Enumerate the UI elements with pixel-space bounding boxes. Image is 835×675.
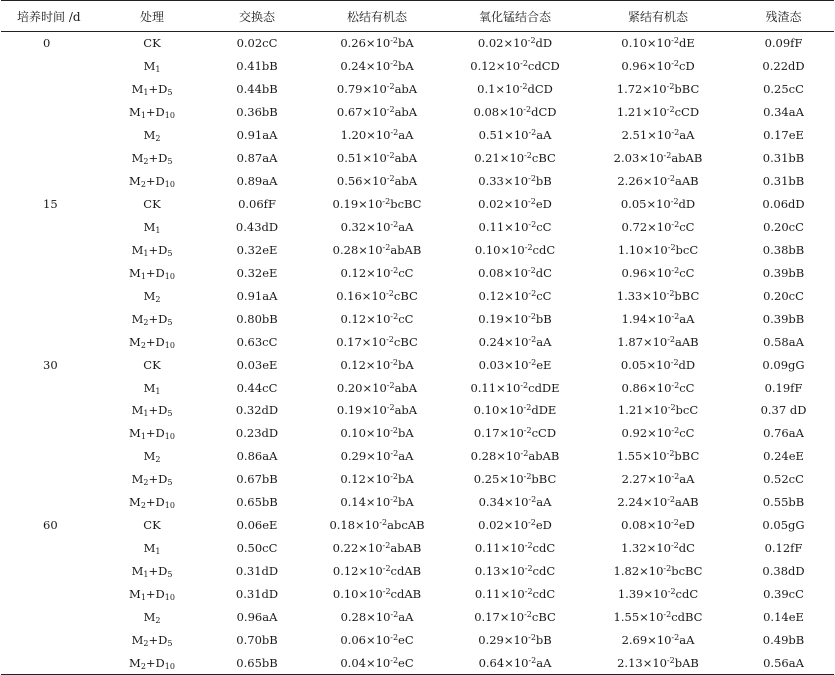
cell-tight-organic: $1.82\times 10^{-2}bcBC$	[613, 564, 703, 579]
cell-residual: 0.49bB	[762, 632, 805, 647]
cell-treatment: $M_1+D_{10}$	[129, 265, 175, 281]
cell-treatment: $M_1+D_{10}$	[129, 586, 175, 602]
cell-residual: 0.55bB	[762, 495, 805, 510]
cell-loose-organic: $0.26\times 10^{-2}bA$	[340, 36, 414, 51]
cell-loose-organic: $0.28\times 10^{-2}aA$	[340, 609, 414, 624]
cell-treatment: CK	[143, 36, 161, 51]
cell-residual: 0.58aA	[763, 334, 804, 349]
cell-time	[1, 651, 97, 674]
cell-tight-organic: $2.26\times 10^{-2}aAB$	[617, 174, 699, 189]
cell-treatment: CK	[143, 197, 161, 212]
cell-treatment: $M_2$	[143, 288, 161, 304]
cell-residual: 0.25cC	[763, 82, 804, 97]
cell-tight-organic: $1.21\times 10^{-2}cCD$	[616, 105, 700, 120]
cell-tight-organic: $1.87\times 10^{-2}aAB$	[617, 334, 699, 349]
table-row	[1, 147, 834, 170]
cell-mn-oxide: $0.10\times 10^{-2}cdC$	[474, 242, 556, 257]
cell-time: 30	[43, 357, 58, 372]
cell-treatment: $M_2+D_{10}$	[129, 334, 175, 350]
cell-residual: 0.39bB	[762, 265, 805, 280]
cell-tight-organic: $0.10\times 10^{-2}dE$	[621, 36, 695, 51]
cell-exchangeable: 0.70bB	[236, 632, 278, 647]
cell-time	[1, 376, 97, 399]
cell-residual: 0.39bB	[762, 311, 805, 326]
cell-treatment: $M_1$	[143, 380, 161, 396]
table-row	[1, 238, 834, 261]
cell-exchangeable: 0.31dD	[235, 586, 279, 601]
cell-mn-oxide: $0.02\times 10^{-2}eD$	[478, 197, 552, 212]
cell-loose-organic: $0.12\times 10^{-2}cC$	[340, 265, 414, 280]
cell-mn-oxide: $0.03\times 10^{-2}eE$	[478, 357, 552, 372]
table-row	[1, 124, 834, 147]
header-time: 培养时间 /d	[17, 9, 81, 24]
table-body	[1, 32, 834, 675]
cell-tight-organic: $2.24\times 10^{-2}aAB$	[617, 495, 699, 510]
cell-exchangeable: 0.67bB	[236, 472, 278, 487]
cell-loose-organic: $0.29\times 10^{-2}aA$	[340, 449, 414, 464]
cell-residual: 0.56aA	[763, 655, 804, 670]
cell-tight-organic: $1.94\times 10^{-2}aA$	[621, 311, 695, 326]
cell-tight-organic: $0.92\times 10^{-2}cC$	[621, 426, 695, 441]
cell-loose-organic: $0.79\times 10^{-2}abA$	[336, 82, 418, 97]
cell-mn-oxide: $0.11\times 10^{-2}cC$	[478, 219, 552, 234]
cell-mn-oxide: $0.10\times 10^{-2}dDE$	[473, 403, 557, 418]
cell-exchangeable: 0.23dD	[235, 426, 279, 441]
table-row	[1, 514, 834, 537]
cell-loose-organic: $0.12\times 10^{-2}bA$	[340, 357, 414, 372]
table-row	[1, 605, 834, 628]
cell-residual: 0.05gG	[762, 518, 805, 533]
cell-loose-organic: $1.20\times 10^{-2}aA$	[340, 128, 414, 143]
table-row	[1, 284, 834, 307]
cell-time	[1, 78, 97, 101]
cell-time	[1, 170, 97, 193]
cell-time	[1, 261, 97, 284]
cell-loose-organic: $0.12\times 10^{-2}bA$	[340, 472, 414, 487]
cell-exchangeable: 0.44bB	[236, 82, 278, 97]
cell-time: 15	[43, 197, 58, 212]
cell-exchangeable: 0.65bB	[236, 655, 278, 670]
cell-residual: 0.34aA	[763, 105, 804, 120]
cell-treatment: $M_1$	[143, 541, 161, 557]
table-row	[1, 32, 834, 55]
cell-residual: 0.06dD	[762, 197, 805, 212]
table-row	[1, 468, 834, 491]
cell-loose-organic: $0.18\times 10^{-2}abcAB$	[329, 518, 425, 533]
cell-treatment: $M_2+D_{10}$	[129, 655, 175, 671]
fraction-table	[1, 0, 834, 675]
table-row	[1, 491, 834, 514]
cell-mn-oxide: $0.34\times 10^{-2}aA$	[478, 495, 552, 510]
table-row	[1, 55, 834, 78]
cell-residual: 0.38bB	[762, 242, 805, 257]
table-row	[1, 560, 834, 583]
cell-exchangeable: 0.50cC	[236, 541, 278, 556]
cell-residual: 0.31bB	[762, 151, 805, 166]
cell-time	[1, 491, 97, 514]
cell-mn-oxide: $0.12\times 10^{-2}cC$	[478, 288, 552, 303]
cell-residual: 0.22dD	[762, 59, 805, 74]
cell-mn-oxide: $0.19\times 10^{-2}bB$	[478, 311, 552, 326]
cell-time	[1, 330, 97, 353]
cell-loose-organic: $0.51\times 10^{-2}abA$	[336, 151, 418, 166]
table-row	[1, 445, 834, 468]
cell-time	[1, 238, 97, 261]
cell-tight-organic: $0.86\times 10^{-2}cC$	[621, 380, 695, 395]
cell-tight-organic: $2.27\times 10^{-2}aA$	[621, 472, 695, 487]
cell-exchangeable: 0.32dD	[235, 403, 279, 418]
cell-loose-organic: $0.10\times 10^{-2}bA$	[340, 426, 414, 441]
cell-loose-organic: $0.19\times 10^{-2}abA$	[336, 403, 418, 418]
table-row	[1, 307, 834, 330]
cell-time	[1, 399, 97, 422]
cell-mn-oxide: $0.25\times 10^{-2}bBC$	[473, 472, 557, 487]
cell-exchangeable: 0.91aA	[236, 128, 278, 143]
cell-time	[1, 605, 97, 628]
table-row	[1, 537, 834, 560]
header-exchangeable: 交换态	[238, 9, 275, 24]
cell-time	[1, 101, 97, 124]
cell-tight-organic: $0.96\times 10^{-2}cD$	[621, 59, 695, 74]
cell-loose-organic: $0.14\times 10^{-2}bA$	[340, 495, 414, 510]
cell-mn-oxide: $0.12\times 10^{-2}cdCD$	[470, 59, 560, 74]
cell-residual: 0.76aA	[763, 426, 804, 441]
cell-mn-oxide: $0.02\times 10^{-2}dD$	[477, 36, 553, 51]
cell-residual: 0.38dD	[762, 564, 805, 579]
table-row	[1, 101, 834, 124]
cell-exchangeable: 0.89aA	[236, 174, 278, 189]
cell-time	[1, 284, 97, 307]
cell-exchangeable: 0.44cC	[236, 380, 278, 395]
table-row	[1, 353, 834, 376]
cell-treatment: $M_1$	[143, 219, 161, 235]
cell-tight-organic: $1.32\times 10^{-2}dC$	[621, 541, 695, 556]
cell-tight-organic: $2.03\times 10^{-2}abAB$	[613, 151, 703, 166]
cell-time	[1, 468, 97, 491]
cell-residual: 0.12fF	[764, 541, 803, 556]
cell-loose-organic: $0.56\times 10^{-2}abA$	[336, 174, 418, 189]
table-row	[1, 583, 834, 606]
cell-time	[1, 422, 97, 445]
cell-exchangeable: 0.06fF	[238, 197, 276, 212]
cell-tight-organic: $1.33\times 10^{-2}bBC$	[616, 288, 700, 303]
cell-loose-organic: $0.22\times 10^{-2}abAB$	[332, 541, 422, 556]
cell-residual: 0.37 dD	[760, 403, 807, 418]
cell-exchangeable: 0.65bB	[236, 495, 278, 510]
cell-residual: 0.20cC	[763, 288, 804, 303]
cell-exchangeable: 0.32eE	[236, 265, 278, 280]
cell-treatment: $M_1$	[143, 59, 161, 75]
cell-tight-organic: $1.72\times 10^{-2}bBC$	[616, 82, 700, 97]
cell-residual: 0.52cC	[763, 472, 804, 487]
header-tight-organic: 紧结有机态	[627, 9, 688, 24]
cell-mn-oxide: $0.13\times 10^{-2}cdC$	[474, 564, 556, 579]
cell-exchangeable: 0.02cC	[236, 36, 278, 51]
header-loose-organic: 松结有机态	[346, 9, 407, 24]
cell-exchangeable: 0.80bB	[236, 311, 278, 326]
table-row	[1, 376, 834, 399]
cell-tight-organic: $1.55\times 10^{-2}bBC$	[616, 449, 700, 464]
cell-exchangeable: 0.03eE	[236, 357, 278, 372]
cell-tight-organic: $0.08\times 10^{-2}eD$	[621, 518, 695, 533]
cell-time	[1, 124, 97, 147]
cell-time	[1, 445, 97, 468]
cell-loose-organic: $0.10\times 10^{-2}cdAB$	[332, 586, 422, 601]
table-row	[1, 78, 834, 101]
cell-mn-oxide: $0.17\times 10^{-2}cCD$	[473, 426, 557, 441]
cell-time	[1, 560, 97, 583]
table-row	[1, 193, 834, 216]
cell-loose-organic: $0.67\times 10^{-2}abA$	[336, 105, 418, 120]
cell-treatment: $M_2$	[143, 128, 161, 144]
cell-loose-organic: $0.04\times 10^{-2}eC$	[340, 655, 414, 670]
cell-residual: 0.09fF	[764, 36, 803, 51]
cell-mn-oxide: $0.17\times 10^{-2}cBC$	[474, 609, 556, 624]
cell-mn-oxide: $0.64\times 10^{-2}aA$	[478, 655, 552, 670]
cell-exchangeable: 0.06eE	[236, 518, 278, 533]
table-row	[1, 170, 834, 193]
cell-loose-organic: $0.06\times 10^{-2}eC$	[340, 632, 414, 647]
cell-mn-oxide: $0.29\times 10^{-2}bB$	[478, 632, 552, 647]
cell-tight-organic: $2.13\times 10^{-2}bAB$	[617, 655, 699, 670]
cell-residual: 0.14eE	[763, 609, 804, 624]
cell-exchangeable: 0.43dD	[235, 219, 279, 234]
cell-treatment: $M_1+D_5$	[131, 564, 173, 580]
cell-tight-organic: $2.69\times 10^{-2}aA$	[621, 632, 695, 647]
cell-loose-organic: $0.28\times 10^{-2}abAB$	[332, 242, 422, 257]
cell-tight-organic: $2.51\times 10^{-2}aA$	[621, 128, 695, 143]
cell-treatment: $M_1+D_5$	[131, 242, 173, 258]
header-treatment: 处理	[139, 9, 164, 24]
cell-tight-organic: $0.72\times 10^{-2}cC$	[621, 219, 695, 234]
table-row	[1, 261, 834, 284]
cell-mn-oxide: $0.33\times 10^{-2}bB$	[478, 174, 552, 189]
cell-time: 0	[43, 36, 51, 51]
cell-time	[1, 147, 97, 170]
cell-treatment: $M_2$	[143, 449, 161, 465]
cell-time	[1, 307, 97, 330]
cell-mn-oxide: $0.11\times 10^{-2}cdC$	[474, 586, 556, 601]
cell-exchangeable: 0.36bB	[236, 105, 278, 120]
cell-exchangeable: 0.87aA	[236, 151, 278, 166]
cell-exchangeable: 0.41bB	[236, 59, 278, 74]
cell-residual: 0.39cC	[763, 586, 804, 601]
cell-tight-organic: $1.21\times 10^{-2}bcC$	[617, 403, 699, 418]
cell-loose-organic: $0.20\times 10^{-2}abA$	[336, 380, 418, 395]
header-mn-oxide: 氧化锰结合态	[478, 9, 551, 24]
cell-exchangeable: 0.31dD	[235, 564, 279, 579]
cell-tight-organic: $1.39\times 10^{-2}cdC$	[617, 586, 699, 601]
cell-residual: 0.31bB	[762, 174, 805, 189]
cell-mn-oxide: $0.1\times 10^{-2}dCD$	[477, 82, 553, 97]
cell-treatment: $M_2+D_{10}$	[129, 495, 175, 511]
header-residual: 残渣态	[765, 9, 802, 24]
cell-exchangeable: 0.63cC	[236, 334, 278, 349]
cell-loose-organic: $0.32\times 10^{-2}aA$	[340, 219, 414, 234]
cell-mn-oxide: $0.11\times 10^{-2}cdDE$	[470, 380, 560, 395]
cell-time	[1, 55, 97, 78]
cell-time: 60	[43, 518, 58, 533]
cell-mn-oxide: $0.51\times 10^{-2}aA$	[478, 128, 552, 143]
cell-time	[1, 537, 97, 560]
cell-mn-oxide: $0.24\times 10^{-2}aA$	[478, 334, 552, 349]
cell-treatment: $M_2+D_5$	[131, 632, 173, 648]
table-row	[1, 422, 834, 445]
cell-exchangeable: 0.91aA	[236, 288, 278, 303]
cell-treatment: $M_1+D_5$	[131, 82, 173, 98]
cell-loose-organic: $0.24\times 10^{-2}bA$	[340, 59, 414, 74]
cell-treatment: CK	[143, 518, 161, 533]
cell-mn-oxide: $0.08\times 10^{-2}dCD$	[473, 105, 557, 120]
cell-mn-oxide: $0.11\times 10^{-2}cdC$	[474, 541, 556, 556]
cell-tight-organic: $0.05\times 10^{-2}dD$	[620, 357, 696, 372]
cell-residual: 0.24eE	[763, 449, 804, 464]
cell-treatment: $M_2+D_5$	[131, 151, 173, 167]
cell-treatment: CK	[143, 357, 161, 372]
table-row	[1, 399, 834, 422]
table-row	[1, 330, 834, 353]
cell-loose-organic: $0.19\times 10^{-2}bcBC$	[332, 197, 422, 212]
cell-exchangeable: 0.96aA	[236, 609, 278, 624]
cell-residual: 0.20cC	[763, 219, 804, 234]
cell-treatment: $M_2$	[143, 609, 161, 625]
cell-treatment: $M_2+D_{10}$	[129, 174, 175, 190]
cell-loose-organic: $0.12\times 10^{-2}cC$	[340, 311, 414, 326]
cell-treatment: $M_2+D_5$	[131, 311, 173, 327]
cell-loose-organic: $0.16\times 10^{-2}cBC$	[336, 288, 418, 303]
cell-tight-organic: $1.10\times 10^{-2}bcC$	[617, 242, 699, 257]
table-header	[1, 1, 834, 32]
cell-time	[1, 583, 97, 606]
cell-treatment: $M_1+D_{10}$	[129, 426, 175, 442]
cell-residual: 0.19fF	[764, 380, 803, 395]
cell-mn-oxide: $0.08\times 10^{-2}dC$	[478, 265, 552, 280]
cell-residual: 0.17eE	[763, 128, 804, 143]
header-row	[1, 1, 834, 32]
cell-treatment: $M_2+D_5$	[131, 472, 173, 488]
table-row	[1, 651, 834, 674]
table-row	[1, 628, 834, 651]
table-row	[1, 216, 834, 239]
cell-time	[1, 628, 97, 651]
cell-loose-organic: $0.17\times 10^{-2}cBC$	[336, 334, 418, 349]
cell-residual: 0.09gG	[762, 357, 805, 372]
cell-exchangeable: 0.86aA	[236, 449, 278, 464]
cell-exchangeable: 0.32eE	[236, 242, 278, 257]
cell-loose-organic: $0.12\times 10^{-2}cdAB$	[332, 564, 422, 579]
cell-tight-organic: $0.96\times 10^{-2}cC$	[621, 265, 695, 280]
cell-time	[1, 216, 97, 239]
cell-mn-oxide: $0.28\times 10^{-2}abAB$	[470, 449, 560, 464]
cell-tight-organic: $1.55\times 10^{-2}cdBC$	[613, 609, 703, 624]
cell-mn-oxide: $0.21\times 10^{-2}cBC$	[474, 151, 556, 166]
cell-treatment: $M_1+D_{10}$	[129, 105, 175, 121]
cell-mn-oxide: $0.02\times 10^{-2}eD$	[478, 518, 552, 533]
cell-treatment: $M_1+D_5$	[131, 403, 173, 419]
cell-tight-organic: $0.05\times 10^{-2}dD$	[620, 197, 696, 212]
